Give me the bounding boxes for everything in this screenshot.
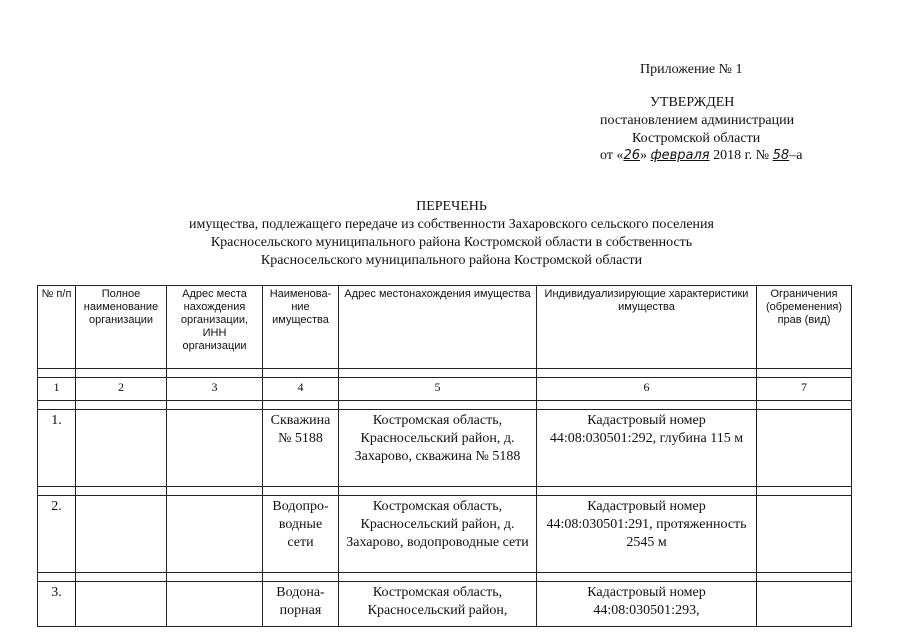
approved-by-line: постановлением администрации bbox=[600, 113, 795, 128]
header-org-address: Адрес места нахождения организации, ИНН организации bbox=[167, 286, 263, 369]
date-day: 26 bbox=[623, 148, 640, 163]
row-number: 2. bbox=[38, 496, 76, 573]
row-number: 3. bbox=[38, 582, 76, 627]
header-characteristics: Индивидуализирующие характеристики имущества bbox=[537, 286, 757, 369]
table-row bbox=[38, 582, 852, 627]
row-limitations bbox=[757, 582, 852, 627]
column-number: 5 bbox=[339, 378, 537, 401]
header-org-name: Полное наименование организации bbox=[76, 286, 167, 369]
row-org-name bbox=[76, 410, 167, 487]
row-characteristics: Кадастровый номер 44:08:030501:292, глубина 115 м bbox=[537, 410, 757, 487]
title-line-1: имущества, подлежащего передаче из собственности Захаровского сельского поселения bbox=[189, 217, 714, 232]
row-org-address bbox=[167, 410, 263, 487]
row-property-address: Костромская область, Красносельский район, bbox=[339, 582, 537, 627]
header-limitations: Ограничения (обременения) прав (вид) bbox=[757, 286, 852, 369]
row-limitations bbox=[757, 496, 852, 573]
row-org-address bbox=[167, 496, 263, 573]
date-prefix: от « bbox=[600, 148, 624, 163]
column-number: 7 bbox=[757, 378, 852, 401]
table-row bbox=[38, 496, 852, 573]
document-number-suffix: –а bbox=[789, 148, 803, 163]
date-year: 2018 г. № bbox=[713, 148, 770, 163]
column-number: 3 bbox=[167, 378, 263, 401]
row-property-name: Скважина № 5188 bbox=[263, 410, 339, 487]
row-property-address: Костромская область, Красносельский район, д. Захарово, скважина № 5188 bbox=[339, 410, 537, 487]
row-property-address: Костромская область, Красносельский район, д. Захарово, водопроводные сети bbox=[339, 496, 537, 573]
date-month: февраля bbox=[650, 148, 710, 163]
table-header-row bbox=[38, 286, 852, 369]
date-mid: » bbox=[639, 148, 647, 163]
appendix-label: Приложение № 1 bbox=[640, 62, 743, 77]
title-line-3: Красносельского муниципального района Костромской области bbox=[260, 253, 643, 268]
table-row bbox=[38, 410, 852, 487]
header-property-name: Наименова-ние имущества bbox=[263, 286, 339, 369]
approved-title: УТВЕРЖДЕН bbox=[650, 95, 735, 110]
row-property-name: Водона-порная bbox=[263, 582, 339, 627]
column-number: 6 bbox=[537, 378, 757, 401]
header-number: № п/п bbox=[38, 286, 76, 369]
column-number: 2 bbox=[76, 378, 167, 401]
row-characteristics: Кадастровый номер 44:08:030501:291, протяженность 2545 м bbox=[537, 496, 757, 573]
row-org-name bbox=[76, 496, 167, 573]
approved-region-line: Костромской области bbox=[632, 131, 761, 146]
title-line-2: Красносельского муниципального района Костромской области в собственность bbox=[210, 235, 693, 250]
property-table bbox=[37, 285, 852, 627]
column-number: 4 bbox=[263, 378, 339, 401]
column-number-row bbox=[38, 378, 852, 401]
approval-date-line bbox=[600, 148, 802, 164]
row-number: 1. bbox=[38, 410, 76, 487]
document-title bbox=[0, 198, 903, 270]
row-org-address bbox=[167, 582, 263, 627]
row-limitations bbox=[757, 410, 852, 487]
row-property-name: Водопро-водные сети bbox=[263, 496, 339, 573]
row-org-name bbox=[76, 582, 167, 627]
row-characteristics: Кадастровый номер 44:08:030501:293, bbox=[537, 582, 757, 627]
column-number: 1 bbox=[38, 378, 76, 401]
document-number: 58 bbox=[772, 148, 790, 163]
title-main: ПЕРЕЧЕНЬ bbox=[416, 199, 487, 214]
header-property-address: Адрес местонахождения имущества bbox=[339, 286, 537, 369]
